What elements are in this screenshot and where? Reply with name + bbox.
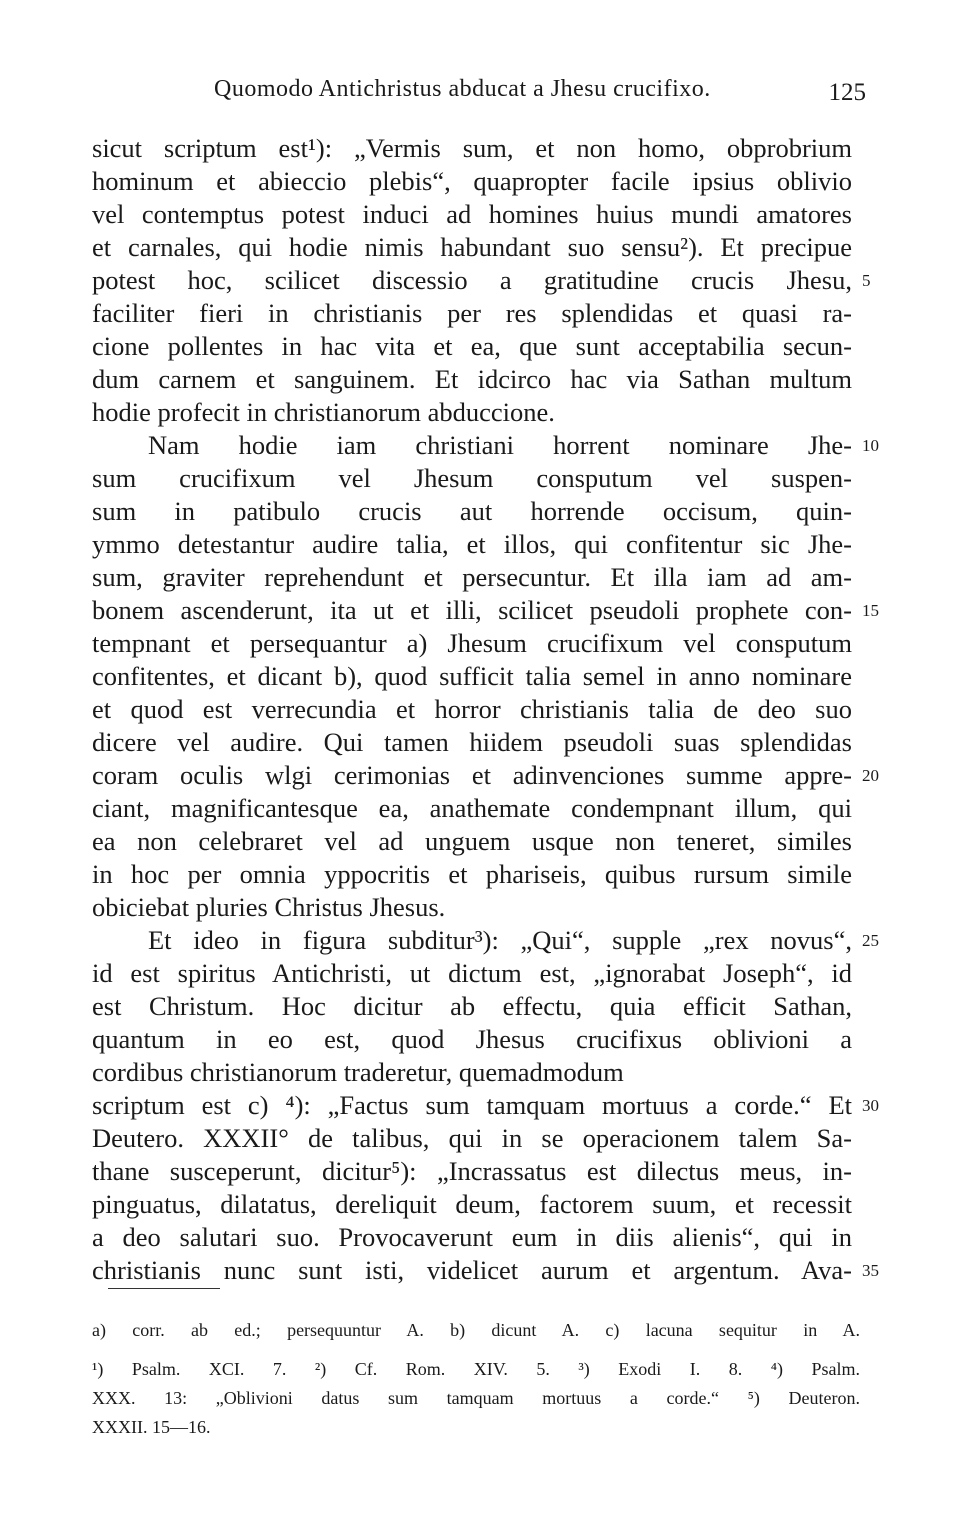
text-line-content: dum carnem et sanguinem. Et idcirco hac via Sathan multum: [92, 364, 852, 394]
text-line: [92, 495, 852, 528]
text-line: [92, 1188, 852, 1221]
text-line-content: Nam hodie iam christiani horrent nominare Jhe-: [148, 430, 852, 460]
text-line-content: quantum in eo est, quod Jhesus crucifixus oblivioni a: [92, 1024, 852, 1054]
text-line: [92, 990, 852, 1023]
text-line-content: christianis nunc sunt isti, videlicet aurum et argentum. Ava-: [92, 1255, 852, 1285]
line-number: 25: [862, 931, 879, 950]
footnote-line: XXX. 13: „Oblivioni datus sum tamquam mortuus a corde.“ ⁵) Deuteron.: [92, 1388, 860, 1408]
line-number: 20: [862, 766, 879, 785]
text-line-content: et quod est verrecundia et horror christianis talia de deo suo: [92, 694, 852, 724]
text-line: [92, 462, 852, 495]
running-title: Quomodo Antichristus abducat a Jhesu crucifixo.: [214, 76, 711, 102]
text-line-content: est Christum. Hoc dicitur ab effectu, quia efficit Sathan,: [92, 991, 852, 1021]
text-line: [92, 429, 879, 462]
text-line: [92, 1023, 852, 1056]
line-number: 5: [862, 271, 871, 290]
text-line-content: ymmo detestantur audire talia, et illos, qui confitentur sic Jhe-: [92, 529, 852, 559]
text-line: [92, 231, 852, 264]
text-line-content: thane susceperunt, dicitur⁵): „Incrassatus est dilectus meus, in-: [92, 1156, 852, 1186]
text-line-content: obiciebat pluries Christus Jhesus.: [92, 892, 446, 922]
text-line: [92, 528, 852, 561]
text-line-content: et carnales, qui hodie nimis habundant suo sensu²). Et precipue: [92, 232, 852, 262]
text-line: [92, 396, 852, 429]
text-line: [92, 1221, 852, 1254]
text-line-content: cione pollentes in hac vita et ea, que sunt acceptabilia secun-: [92, 331, 852, 361]
text-line-content: pinguatus, dilatatus, dereliquit deum, factorem suum, et recessit: [92, 1189, 852, 1219]
footnotes: [92, 1316, 860, 1442]
text-line-content: confitentes, et dicant b), quod sufficit talia semel in anno nominare: [92, 661, 852, 691]
text-line-content: ciant, magnificantesque ea, anathemate condempnant illum, qui: [92, 793, 852, 823]
main-text: [92, 132, 879, 1287]
text-line: [92, 363, 852, 396]
text-line: [92, 627, 852, 660]
text-line: [92, 726, 852, 759]
text-line-content: bonem ascenderunt, ita ut et illi, scilicet pseudoli prophete con-: [92, 595, 852, 625]
text-line-content: faciliter fieri in christianis per res splendidas et quasi ra-: [92, 298, 852, 328]
text-line-content: potest hoc, scilicet discessio a gratitudine crucis Jhesu,: [92, 265, 852, 295]
text-line: [92, 330, 852, 363]
text-line-content: sum crucifixum vel Jhesum consputum vel suspen-: [92, 463, 852, 493]
text-line-content: tempnant et persequantur a) Jhesum crucifixum vel consputum: [92, 628, 852, 658]
footnote-line: ¹) Psalm. XCI. 7. ²) Cf. Rom. XIV. 5. ³) Exodi I. 8. ⁴) Psalm.: [92, 1359, 860, 1379]
text-line: [92, 792, 852, 825]
text-line-content: cordibus christianorum traderetur, quemadmodum: [92, 1057, 624, 1087]
text-line-content: sum, graviter reprehendunt et persecuntur. Et illa iam ad am-: [92, 562, 852, 592]
text-line: [92, 561, 852, 594]
footnote-rule: [108, 1288, 220, 1289]
line-number: 15: [862, 601, 879, 620]
text-line-content: sicut scriptum est¹): „Vermis sum, et non homo, obprobrium: [92, 133, 852, 163]
text-line-content: sum in patibulo crucis aut horrende occisum, quin-: [92, 496, 852, 526]
text-line-content: Deutero. XXXII° de talibus, qui in se operacionem talem Sa-: [92, 1123, 852, 1153]
text-line: [92, 165, 852, 198]
text-line: [92, 1056, 852, 1089]
text-line: [92, 264, 871, 297]
text-line-content: hominum et abieccio plebis“, quapropter facile ipsius oblivio: [92, 166, 852, 196]
text-line-content: coram oculis wlgi cerimonias et adinvenciones summe appre-: [92, 760, 852, 790]
text-line: [92, 660, 852, 693]
footnote-line: XXXII. 15—16.: [92, 1417, 211, 1437]
text-line: [92, 198, 852, 231]
text-line-content: scriptum est c) ⁴): „Factus sum tamquam mortuus a corde.“ Et: [92, 1090, 852, 1120]
text-line-content: in hoc per omnia yppocritis et phariseis, quibus rursum simile: [92, 859, 852, 889]
page-number: 125: [828, 79, 866, 106]
text-line: [92, 957, 852, 990]
text-line: [92, 693, 852, 726]
text-line-content: Et ideo in figura subditur³): „Qui“, supple „rex novus“,: [148, 925, 852, 955]
text-line-content: dicere vel audire. Qui tamen hiidem pseudoli suas splendidas: [92, 727, 852, 757]
line-number: 10: [862, 436, 879, 455]
text-line-content: hodie profecit in christianorum abduccione.: [92, 397, 555, 427]
footnote-line: a) corr. ab ed.; persequuntur A. b) dicunt A. c) lacuna sequitur in A.: [92, 1320, 860, 1340]
text-line: [92, 594, 879, 627]
text-line-content: ea non celebraret vel ad unguem usque non teneret, similes: [92, 826, 852, 856]
text-line-content: vel contemptus potest induci ad homines huius mundi amatores: [92, 199, 852, 229]
text-line: [92, 1089, 879, 1122]
text-line: [92, 891, 852, 924]
text-line: [92, 1254, 879, 1287]
text-line: [92, 759, 879, 792]
text-line-content: id est spiritus Antichristi, ut dictum est, „ignorabat Joseph“, id: [92, 958, 852, 988]
text-line: [92, 297, 852, 330]
text-line: [92, 924, 879, 957]
text-line: [92, 858, 852, 891]
line-number: 35: [862, 1261, 879, 1280]
text-line: [92, 1155, 852, 1188]
text-line: [92, 1122, 852, 1155]
line-number: 30: [862, 1096, 879, 1115]
text-line-content: a deo salutari suo. Provocaverunt eum in diis alienis“, qui in: [92, 1222, 852, 1252]
text-line: [92, 825, 852, 858]
text-line: [92, 132, 852, 165]
running-head: [92, 76, 866, 116]
